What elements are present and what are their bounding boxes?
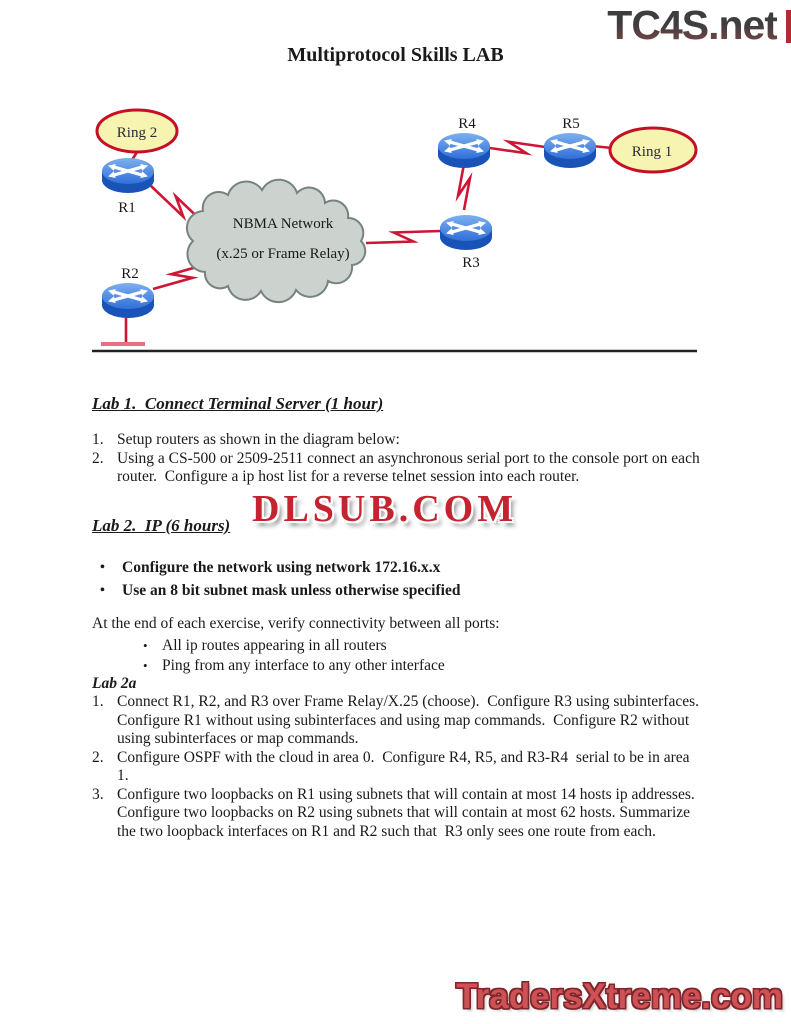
router-r4-icon	[438, 133, 490, 168]
lab1-list	[92, 431, 704, 487]
list-item	[92, 431, 700, 450]
router-r3-label: R3	[462, 255, 480, 271]
bullet-icon: •	[100, 583, 105, 598]
verify-intro: At the end of each exercise, verify connectivity between all ports:	[92, 615, 500, 632]
bullet-icon: •	[100, 560, 105, 575]
requirement-text: Configure the network using network 172.16.x.x	[122, 559, 441, 576]
list-item	[92, 693, 707, 749]
dlsub-watermark-logo: DLSUB.COM	[252, 488, 518, 530]
item-text: Setup routers as shown in the diagram below:	[117, 431, 400, 448]
router-r5-icon	[544, 133, 596, 168]
item-text: Configure OSPF with the cloud in area 0. Configure R4, R5, and R3-R4 serial to be in area 1.	[117, 748, 694, 784]
list-item	[92, 449, 704, 487]
nbma-cloud	[187, 180, 365, 302]
requirement-item	[100, 556, 700, 579]
router-r2-icon	[102, 283, 154, 318]
router-r3-icon	[440, 215, 492, 250]
lab2-heading: Lab 2. IP (6 hours)	[92, 516, 231, 535]
ring2-label: Ring 2	[116, 125, 158, 141]
router-r1-label: R1	[118, 200, 136, 216]
verify-item	[92, 636, 700, 656]
verify-block	[92, 614, 700, 676]
tc4s-logo: TC4S.net	[607, 2, 777, 48]
router-r4-label: R4	[458, 116, 476, 132]
ring1-label: Ring 1	[631, 144, 673, 160]
page-title: Multiprotocol Skills LAB	[287, 44, 504, 66]
lab2a-heading: Lab 2a	[92, 675, 137, 692]
tradersxtreme-logo: TradersXtreme.com	[456, 977, 783, 1016]
link-r4-r5-serial	[490, 142, 545, 154]
item-number: 1.	[92, 431, 104, 448]
lab1-heading: Lab 1. Connect Terminal Server (1 hour)	[92, 394, 384, 413]
router-r2-label: R2	[121, 266, 139, 282]
bullet-icon: •	[143, 638, 148, 653]
verify-text: All ip routes appearing in all routers	[162, 637, 387, 654]
requirement-text: Use an 8 bit subnet mask unless otherwise specified	[122, 582, 461, 599]
item-text: Using a CS-500 or 2509-2511 connect an asynchronous serial port to the console port on each router. Configure a ip host list for a reverse telnet session into each router.	[117, 449, 704, 485]
item-number: 3.	[92, 785, 104, 803]
item-number: 2.	[92, 748, 104, 766]
router-r1-icon	[102, 158, 154, 193]
verify-item	[92, 656, 700, 676]
verify-text: Ping from any interface to any other interface	[162, 657, 445, 674]
item-text: Connect R1, R2, and R3 over Frame Relay/X.25 (choose). Configure R3 using subinterfaces. Configure R1 without using subinterfaces and using map commands. Configure R2 without using subinterfaces or map commands.	[117, 693, 707, 747]
cloud-label-line2: (x.25 or Frame Relay)	[216, 246, 350, 262]
list-item	[92, 785, 703, 842]
bullet-icon: •	[143, 658, 148, 673]
network-diagram	[0, 0, 791, 362]
router-r5-label: R5	[562, 116, 580, 132]
item-number: 2.	[92, 449, 104, 467]
lab2a-list	[92, 693, 707, 841]
link-cloud-r3-serial	[366, 231, 441, 243]
cloud-label-line1: NBMA Network	[232, 216, 334, 232]
item-number: 1.	[92, 693, 104, 710]
item-text: Configure two loopbacks on R1 using subnets that will contain at most 14 hosts ip addresses. Configure two loopbacks on R2 using subnets that will contain at most 62 hosts. Summarize the two loopback interfaces on R1 and R2 such that R3 only sees one route from each.	[117, 785, 703, 840]
lab2-requirements	[100, 556, 700, 602]
list-item	[92, 749, 700, 786]
requirement-item	[100, 579, 700, 602]
link-r3-r4-serial	[458, 164, 470, 210]
